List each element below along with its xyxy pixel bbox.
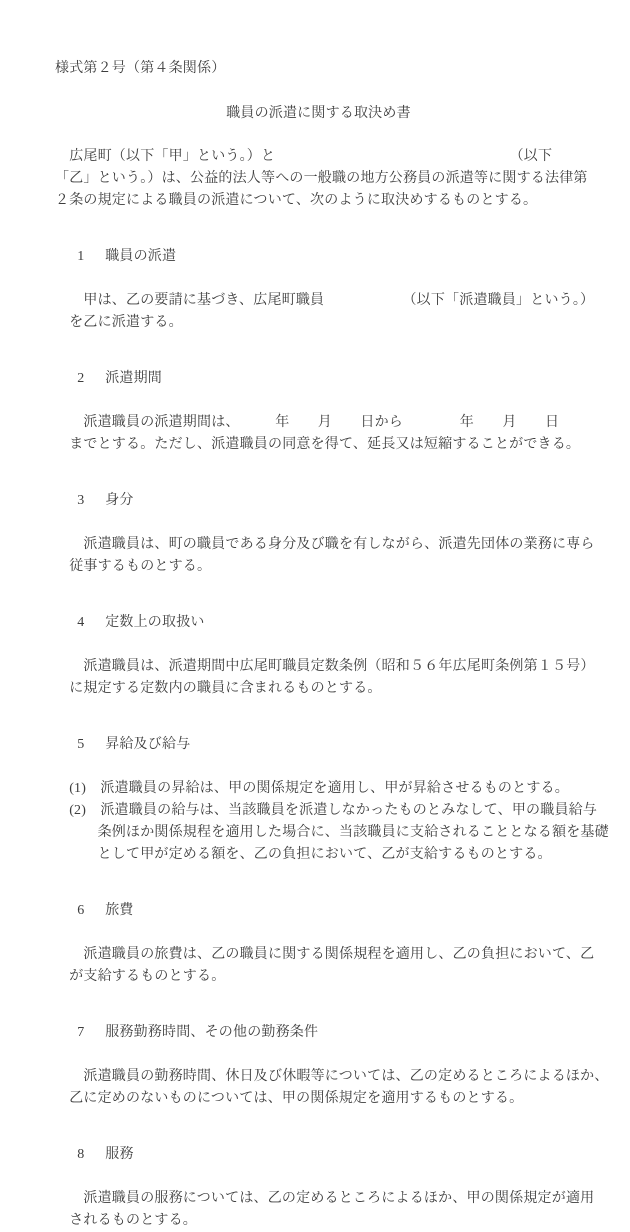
- section: [55, 712, 612, 866]
- text-line: までとする。ただし、派遣職員の同意を得て、延長又は短縮することができる。: [55, 437, 581, 452]
- section-number: 6: [77, 903, 85, 918]
- section-title: 身分: [105, 493, 134, 508]
- section-heading: [55, 878, 612, 944]
- section-heading: [55, 712, 612, 778]
- text-line: 派遣職員の派遣期間は、 年 月 日から 年 月 日: [55, 415, 560, 430]
- text-line: 派遣職員は、派遣期間中広尾町職員定数条例（昭和５６年広尾町条例第１５号）: [55, 659, 595, 674]
- section-body: [55, 1188, 612, 1232]
- sections-container: [55, 224, 612, 1232]
- section: [55, 224, 612, 334]
- text-line: 派遣職員は、町の職員である身分及び職を有しながら、派遣先団体の業務に専ら: [55, 537, 595, 552]
- section-heading: [55, 468, 612, 534]
- section-body: [55, 944, 612, 988]
- section-title: 派遣期間: [105, 371, 163, 386]
- section-body: [55, 412, 612, 456]
- text-line: 派遣職員の服務については、乙の定めるところによるほか、甲の関係規定が適用: [55, 1191, 595, 1206]
- section-heading: [55, 1122, 612, 1188]
- section-title: 服務勤務時間、その他の勤務条件: [105, 1025, 319, 1040]
- section-heading: [55, 1000, 612, 1066]
- section-title: 昇給及び給与: [105, 737, 191, 752]
- form-label: 様式第２号（第４条関係）: [55, 61, 226, 76]
- section-number: 2: [77, 371, 85, 386]
- section-title: 旅費: [105, 903, 134, 918]
- section-number: 4: [77, 615, 85, 630]
- section-number: 8: [77, 1147, 85, 1162]
- section-body: [55, 656, 612, 700]
- section-heading: [55, 224, 612, 290]
- section: [55, 346, 612, 456]
- text-line: ２条の規定による職員の派遣について、次のように取決めするものとする。: [55, 193, 538, 208]
- section-title: 服務: [105, 1147, 134, 1162]
- text-line: 広尾町（以下「甲」という。）と （以下: [55, 149, 553, 164]
- section: [55, 1122, 612, 1232]
- text-line: が支給するものとする。: [55, 969, 226, 984]
- section: [55, 878, 612, 988]
- section-number: 1: [77, 249, 85, 264]
- section-body: [55, 290, 612, 334]
- section: [55, 590, 612, 700]
- text-line: として甲が定める額を、乙の負担において、乙が支給するものとする。: [55, 847, 552, 862]
- section-heading: [55, 346, 612, 412]
- text-line: 条例ほか関係規程を適用した場合に、当該職員に支給されることとなる額を基礎: [55, 825, 609, 840]
- text-line: 従事するものとする。: [55, 559, 212, 574]
- section: [55, 1000, 612, 1110]
- section-body: [55, 534, 612, 578]
- text-line: 派遣職員の旅費は、乙の職員に関する関係規程を適用し、乙の負担において、乙: [55, 947, 595, 962]
- text-line: を乙に派遣する。: [55, 315, 183, 330]
- text-line: (2) 派遣職員の給与は、当該職員を派遣しなかったものとみなして、甲の職員給与: [55, 803, 598, 818]
- text-line: に規定する定数内の職員に含まれるものとする。: [55, 681, 382, 696]
- section: [55, 468, 612, 578]
- text-line: (1) 派遣職員の昇給は、甲の関係規定を適用し、甲が昇給させるものとする。: [55, 781, 569, 796]
- text-line: 乙に定めのないものについては、甲の関係規定を適用するものとする。: [55, 1091, 524, 1106]
- text-line: 「乙」という。）は、公益的法人等への一般職の地方公務員の派遣等に関する法律第: [55, 171, 588, 186]
- text-line: 派遣職員の勤務時間、休日及び休暇等については、乙の定めるところによるほか、: [55, 1069, 609, 1084]
- section-number: 7: [77, 1025, 85, 1040]
- section-heading: [55, 590, 612, 656]
- text-line: 甲は、乙の要請に基づき、広尾町職員 （以下「派遣職員」という。）: [55, 293, 595, 308]
- section-number: 5: [77, 737, 85, 752]
- text-line: されるものとする。: [55, 1213, 197, 1228]
- section-title: 定数上の取扱い: [105, 615, 205, 630]
- section-body: [55, 1066, 612, 1110]
- section-number: 3: [77, 493, 85, 508]
- document-title: 職員の派遣に関する取決め書: [226, 106, 411, 121]
- section-title: 職員の派遣: [105, 249, 177, 264]
- intro-paragraph: [55, 146, 612, 212]
- section-body: [55, 778, 612, 866]
